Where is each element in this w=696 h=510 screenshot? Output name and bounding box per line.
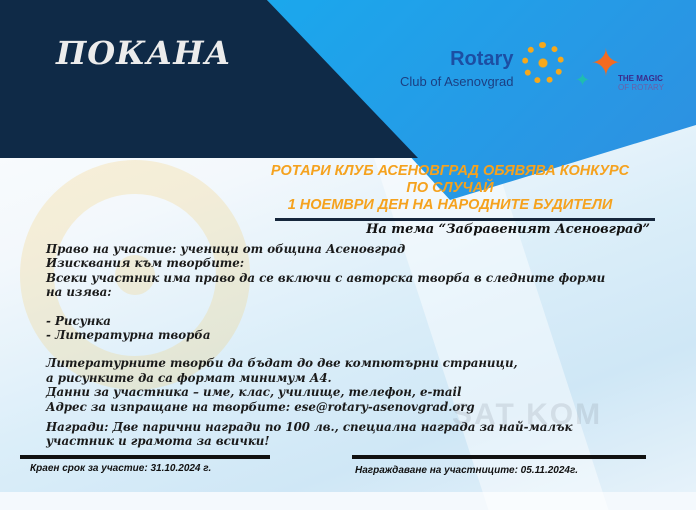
contest-theme: На тема “Забравеният Асеновград” (366, 222, 650, 237)
contest-heading (230, 163, 670, 214)
watermark: SAT KOM (452, 398, 603, 431)
detail-line: а рисунките да са формат минимум А4. (46, 370, 332, 385)
detail-line: Данни за участника – име, клас, училище, телефон, e-mail (46, 385, 462, 400)
logo-rotary-text: Rotary (450, 48, 514, 70)
submission-address: Адрес за изпращане на творбите: ese@rotary-asenovgrad.org (46, 399, 475, 414)
requirements-text-cont: на изява: (46, 285, 112, 300)
requirements-text: Всеки участник има право да се включи с авторска творба в следните форми (46, 270, 606, 285)
magic-of-rotary-logo (618, 74, 664, 92)
rotary-club-logo (400, 48, 513, 90)
heading-line-3: 1 НОЕМВРИ ДЕН НА НАРОДНИТЕ БУДИТЕЛИ (287, 197, 613, 213)
rotary-gear-icon (522, 42, 564, 84)
requirements-label: Изисквания към творбите: (46, 256, 245, 271)
awards-line: Награди: Две парични награди по 100 лв., специална награда за най-малък (46, 420, 573, 435)
ceremony-date: Награждаване на участниците: 05.11.2024г. (355, 465, 578, 476)
heading-line-1: РОТАРИ КЛУБ АСЕНОВГРАД ОБЯВЯВА КОНКУРС (270, 163, 630, 179)
magic-text-2: OF ROTARY (618, 83, 664, 92)
list-item: - Литературна творба (46, 328, 211, 343)
heading-divider (275, 218, 655, 221)
heading-line-2: ПО СЛУЧАЙ (406, 180, 494, 196)
invitation-title: ПОКАНА (56, 34, 232, 72)
footer-divider-right (352, 455, 646, 459)
footer-divider-left (20, 455, 270, 459)
awards-line: участник и грамота за всички! (46, 434, 270, 449)
logo-club-text: Club of Asenovgrad (400, 74, 514, 89)
deadline: Краен срок за участие: 31.10.2024 г. (30, 463, 212, 474)
list-item: - Рисунка (46, 313, 111, 328)
magic-text-1: THE MAGIC (618, 74, 663, 83)
small-star-icon: ✦ (575, 70, 591, 91)
detail-line: Литературните творби да бъдат до две компютърни страници, (46, 356, 518, 371)
magic-star-icon: ✦ (590, 41, 622, 85)
eligibility: Право на участие: ученици от община Асеновград (46, 242, 406, 256)
